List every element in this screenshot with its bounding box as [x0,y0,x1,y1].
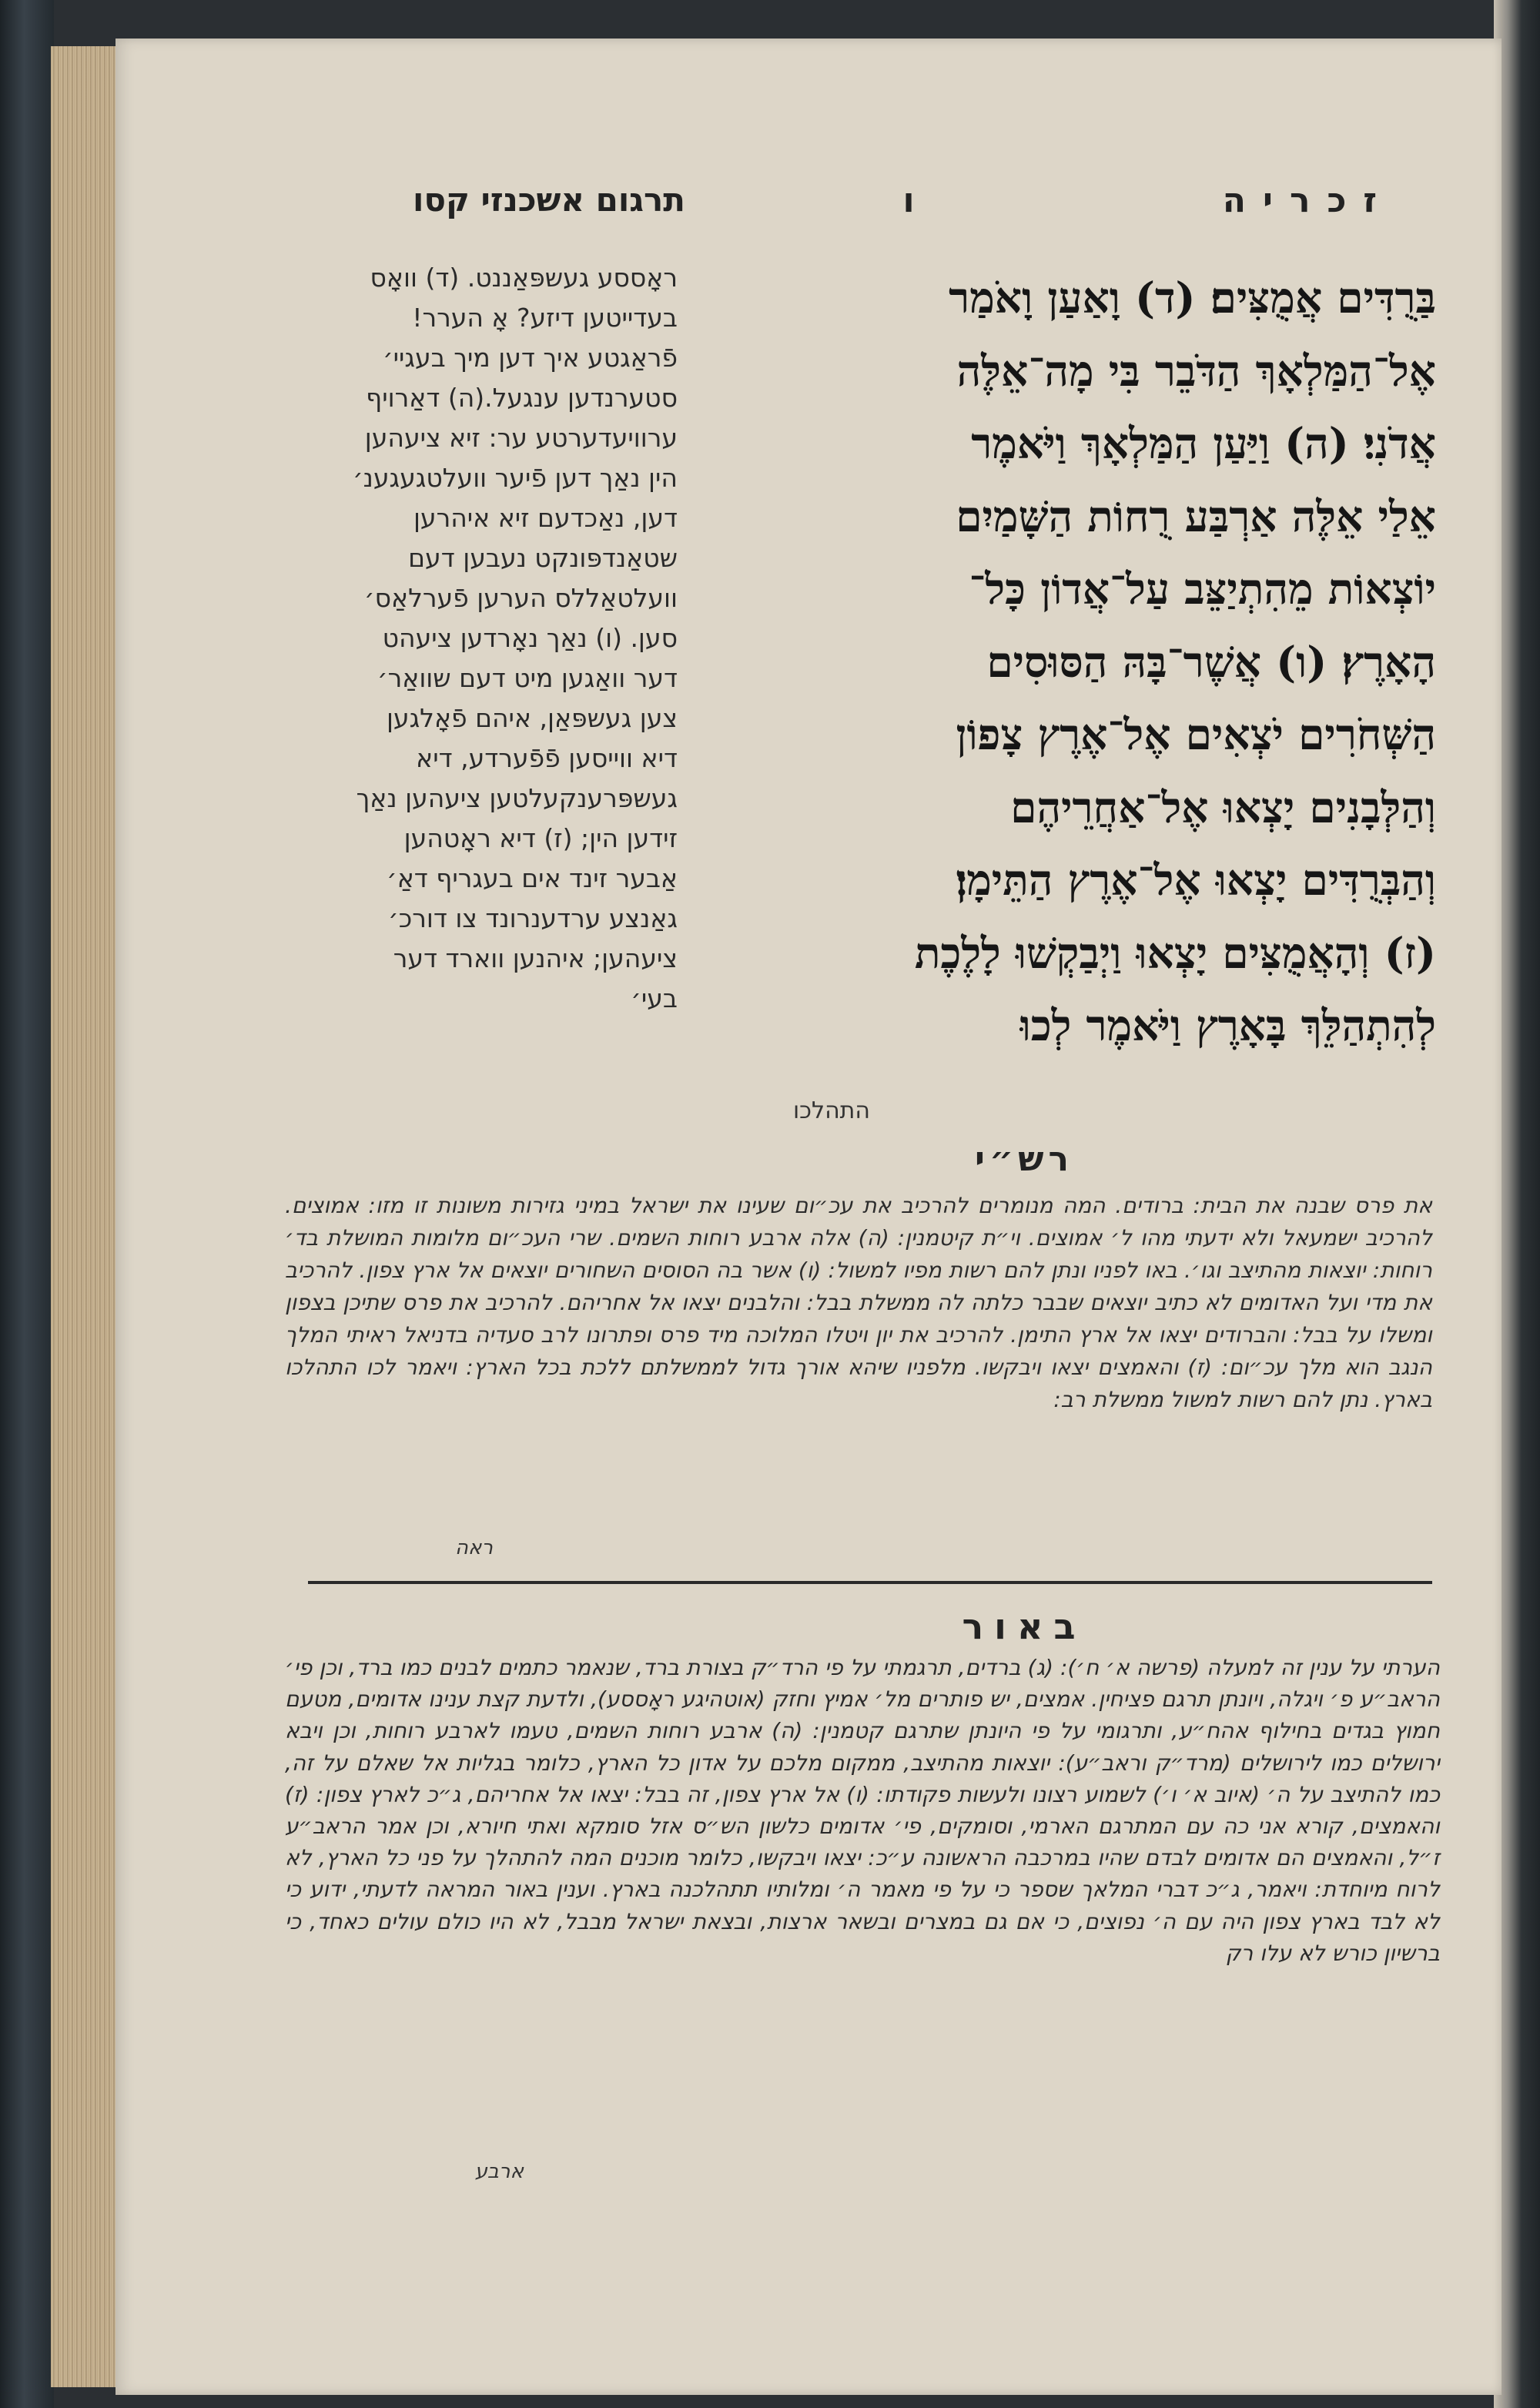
scripture-line: יוֹצְאוֹת מֵהִתְיַצֵּב עַל־אֲדוֹן כָּל־ [969,564,1436,614]
targum-line: וועלטאַללס הערען פֿערלאַס׳ [363,583,678,613]
book-binding-left [0,0,54,2408]
targum-line: פֿראַגטע איך דען מיך בעגיי׳ [382,343,678,373]
book-page [116,39,1502,2395]
targum-line: בעי׳ [631,983,678,1013]
targum-column [285,258,678,1019]
main-scripture-text [689,262,1436,1063]
section-divider [308,1581,1432,1584]
scripture-line: הַשְּׁחֹרִים יֹצְאִים אֶל־אֶרֶץ צָפוֹן [956,709,1436,759]
scripture-line: הָאָרֶץ׃ (ו) אֲשֶׁר־בָּהּ הַסּוּסִים [986,636,1436,687]
targum-line: זידען הין; (ז) דיא ראָטהען [403,823,678,853]
targum-line: בעדייטען דיזע? אָ הערר! [412,303,678,333]
scripture-line: לְהִתְהַלֵּךְ בָּאָרֶץ וַיֹּאמֶר לְכוּ [1019,1000,1436,1050]
targum-line: גאַנצע ערדענרונד צו דורכ׳ [388,903,678,933]
biur-commentary: הערתי על ענין זה למעלה (פרשה א׳ ח׳): (ג) ברדים, תרגמתי על פי הרד״ק בצורת ברד, שנאמר כתמים לבנים כמו ברד, וכן פי׳ הראב״ע פ׳ ויגלה, ויונתן תרגם פציחין. אמצים, יש פותרים מל׳ אמיץ וחזק (אוטהיגע ראָססע), ולדעת קצת ענינו אדומים, מטעם חמוץ בגדים בחילוף אהח״ע, ותרגומי על פי היונתן שתרגם קטמנין: (ה) ארבע רוחות השמים, טעמו לארבע רוחות, וכן ויבא ירושלים כמו לירושלים (מרד״ק וראב״ע): יוצאות מהתיצב, ממקום מלכם על אדון כל הארץ, כלומר בגליות אל שאלם על זה, כמו להתיצב על ה׳ (איוב א׳ ו׳) לשמוע רצונו ולעשות פקודתו: (ו) אל ארץ צפון, זה בבל: יצאו אל אחריהם, ג״כ לארץ צפון: (ז) והאמצים, קורא אני כה עם המתרגם הארמי, וסומקים, פי׳ אדומים כלשון הש״ס אזל סומקא ואתי חיורא, וכן אמר הראב״ע ז״ל, והאמצים הם אדומים לבדם שהיו במרכבה הראשונה ע״כ: יצאו ויבקשו, כלומר מוכנים המה להתהלך על פני כל הארץ, לא לרוח מיוחדת: ויאמר, ג״כ דברי המלאך שספר כי על פי מאמר ה׳ ומלותיו תתהלכנה בארץ. וענין באור המראה לדעתי, ידוע כי לא לבד בארץ צפון היה עם ה׳ נפוצים, כי אם גם במצרים ובשאר ארצות, ובצאת ישראל מבבל, לא היו כולם עולים כאחד, כי ברשיון כורש לא עלו רק [285,1655,1440,1966]
targum-line: הין נאַך דען פֿיער וועלטגעגענ׳ [352,463,678,493]
targum-line: דער וואַגען מיט דעם שוואַר׳ [377,663,678,693]
scripture-line: (ז) וְהָאֲמֻצִּים יָצְאוּ וַיְבַקְשׁוּ לָלֶכֶת [914,927,1436,978]
catchword-main: התהלכו [792,1097,870,1124]
biur-catchword: ארבע [474,2160,524,2183]
scripture-line: וְהַבְּרֻדִּים יָצְאוּ אֶל־אֶרֶץ הַתֵּימָן׃ [956,855,1436,905]
scripture-line: אֶל־הַמַּלְאָךְ הַדֹּבֵר בִּי מָה־אֵלֶּה [956,345,1436,396]
targum-line: ראָססע געשפּאַננט. (ד) וואָס [370,263,678,293]
targum-line: סטערנדען ענגעל.(ה) דאַרויף [366,383,678,413]
running-head-chapter: ו [902,181,915,220]
scripture-line: וְהַלְּבָנִים יָצְאוּ אֶל־אַחֲרֵיהֶם [1010,782,1436,832]
page-edges [51,46,122,2387]
scripture-line: בַּרֻדִּים אֲמֻצִּים׃ (ד) וָאַעַן וָאֹמַר [949,273,1436,323]
targum-line: צען געשפּאַן, איהם פֿאָלגען [386,703,678,733]
targum-line: אַבער זינד אים בעגריף דאַ׳ [387,863,678,893]
targum-line: ציעהען; איהנען ווארד דער [393,943,678,973]
scripture-line: אֵלַי אֵלֶּה אַרְבַּע רֻחוֹת הַשָּׁמַיִם [956,491,1436,541]
targum-line: דיא ווייסען פֿפֿערדע, דיא [416,743,678,773]
rashi-commentary: את פרס שבנה את הבית: ברודים. המה מנומרים להרכיב את עכ״ום שעינו את ישראל במיני גזירות משונות זו מזו: אמוצים. להרכיב ישמעאל ולא ידעתי מהו ל׳ אמוצים. וי״ת קיטמנין: (ה) אלה ארבע רוחות השמים. שרי העכ״ום מלומות המושלת בד׳ רוחות: יוצאות מהתיצב וגו׳. באו לפניו ונתן להם רשות מפיו למשול: (ו) אשר בה הסוסים השחורים יוצאים אל ארץ צפון. להרכיב את מדי ועל האדומים לא כתיב יוצאים שבבר כלתה לה ממשלת בבל: והלבנים יצאו אל אחריהם. להרכיב את פרס שתיכן בצפון ומשלו על בבל: והברודים יצאו אל ארץ התימן. להרכיב את יון ויטלו המלוכה מיד פרס ופתרונו לרב סעדיה בדניאל ראיתי המלך הנגב הוא מלך עכ״ום: (ז) והאמצים יצאו ויבקשו. מלפניו שיהא אורך גדול לממשלתם ללכת בכל הארץ: ויאמר לכו התהלכו בארץ. נתן להם רשות למשול ממשלת רב: [285,1193,1432,1412]
targum-line: דען, נאַכדעם זיא איהרען [413,503,678,533]
running-head-book: זכריה [1222,181,1394,220]
targum-line: שטאַנדפּונקט נעבען דעם [408,543,678,573]
rashi-catchword: ראה [454,1536,493,1559]
running-head-targum: תרגום אשכנזי קסו [413,181,685,219]
targum-line: סען. (ו) נאַך נאָרדען ציעהט [382,623,678,653]
rashi-heading: רש״י [974,1140,1074,1179]
scripture-line: אֲדֹנִי׃ (ה) וַיַּעַן הַמַּלְאָךְ וַיֹּאמֶר [971,418,1436,468]
targum-line: געשפּרענקעלטען ציעהען נאַך [356,783,678,813]
targum-line: ערוויעדערטע ער: זיא ציעהען [364,423,678,453]
biur-heading: באור [962,1606,1086,1647]
